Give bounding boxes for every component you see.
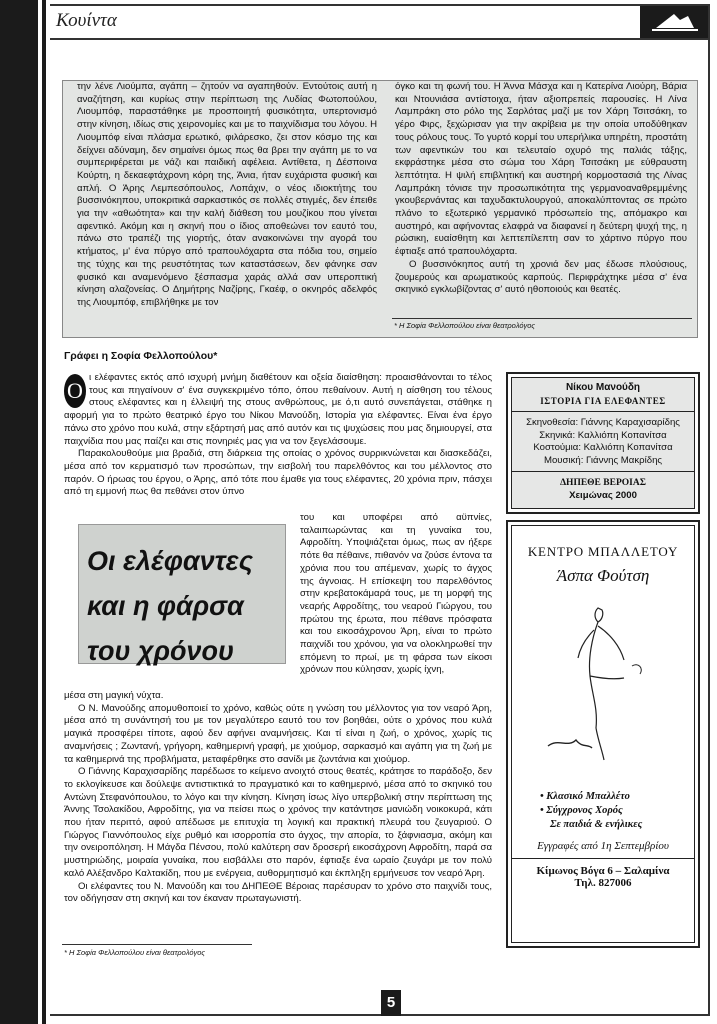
page-number: 5 [381,990,401,1016]
credits-box [506,372,700,514]
ad-phone: Τηλ. 827006 [574,877,632,889]
article-paragraph: Ο Ν. Μανούδης απομυθοποιεί το χρόνο, καθώς ούτε η γνώση του μέλλοντος για τον νεαρό Άρη, μέσα από τη συνάντησή του με τον μεγαλύτερο εαυτό του τον βοηθάει, ούτε ο χρόνος που κυλά μαγικά προσφέρει τίποτε, αφού δεν αφήνει αναμνήσεις. Και τί είναι η ζωή, ο χρόνος, χωρίς τις αναμνήσεις ; Ζωντανή, γρήγορη, καθημερινή γραφή, με χιούμορ, σαρκασμό και αγάπη για τη ζωή με τα καθημερινά της προβλήματα, μεταφέρθηκε στο σανίδι με ζωντάνια και χιούμορ. [64,702,492,765]
headline [87,525,285,674]
intro-paragraph: ι ελέφαντες εκτός από ισχυρή μνήμη διαθέτουν και οξεία διαίσθηση: προαισθάνονται το τέλος τους και πηγαίνουν σ' ένα συγκεκριμένο τόπο, όπου πεθαίνουν. Αυτή η αίσθηση του τέλους στους ελέφαντες και η έλλειψή της στους ανθρώπους, με ό,τι αυτό συνεπάγεται, στάθηκε η αφορμή για το πρώτο θεατρικό έργο του Νίκου Μανούδη, Ιστορία για ελέφαντες. Είναι ένα έργο πάνω στο χρόνο που κυλά, στην εξάρτησή μας από αυτόν και τις ψυχώσεις που μας δημιουργεί, στα παιχνίδια που μας παίζει και στις πονηριές μας για να τον ξεγελάσουμε. [64,372,492,447]
top-article-paragraph: όγκο και τη φωνή του. Η Άννα Μάσχα και η Κατερίνα Λιούρη, Βάρια και Ντουνιάσα αντίστοιχα, ήταν αξιοπρεπείς παρουσίες. Η Λίνα Λαμπράκη στο ρόλο της Σαρλότας μαζί με τον Χάρη Τσιτσάκη, το γέρο Φιρς, ξεχώρισαν για την ακρίβεια με την οποία υποδύθηκαν τους ρόλους τους. Το γυρτό κορμί του υπερήλικα υπηρέτη, προστάτη των αφεντικών του και τελευταίο οχυρό της παλιάς τάξης, εκφράστηκε μέσα στο σώμα του Χάρη Τσιτσάκη με εύθραυστη λεπτότητα. Η ψιλή επιβλητική και αυστηρή κορμοστασιά της Λίνας Λαμπράκη τόνισε την προσωπικότητα της γερμανοαναθρεμμένης γκουβερνάντας και ταχυδακτυλουργού, αποκαλύπτοντας σε πρώτο πλάνο το εξωτερικό γερμανικό πρόσωπείο της, απόμακρο και αυστηρό, και αφήνοντας ελαφρά να διαφανεί η δεύτερη ψυχή της, η ρώσικη, ευαίσθητη και λεπτεπίλεπτη σαν το χάρτινο πύργο που έφτιαξε από τραπουλόχαρτα. [395,81,687,258]
article-intro [64,372,492,499]
credits-panel [511,377,695,509]
ad-address: Κίμωνος Βόγα 6 – Σαλαμίνα [536,865,670,877]
ad-name: Άσπα Φούτση [556,566,650,585]
article-paragraph: Ο Γιάννης Καραχισαρίδης παρέδωσε το κείμενο ανοιχτό στους θεατές, κράτησε το παράδοξο, δεν το εκλογίκευσε και δούλεψε αντιστικτικά το πραγματικό και το καθημερινό, μέσα από το σκηνικό του Αντώνη Στεφανόπουλου, το λόγο και την κίνηση. Κίνηση ίσως λίγο υπερβολική στην περίπτωση της Άννης Τσολακίδου, Αφροδίτης, για να πείσει πως ο χρόνος την κατάντησε μανιώδη νοικοκυρά, κάτι που ήταν περιττό, αφού απέδωσε με επιτυχία τη λογική και πρακτική πλευρά του ζευγαριού. Ο Γιώργος Γιαννόπουλος είχε ρυθμό και ισορροπία στο άγχος, την απορία, το ξάφνιασμα, ακόμη και την ονειροπόληση. Η Μάγδα Πένσου, πολύ καλύτερη σαν δροσερή εικοσάχρονη Αφροδίτη, παρά σα μυστηριώδης, μοιραία γυναίκα, που εισβάλλει στο παρόν, έφτιαξε ένα ωραίο ζευγάρι με τον πολύ καλό Αλέξανδρο Καλτακίδη, που με ενέργεια, αυθορμητισμό και έκπληξη ερμήνευσε τον νεαρό Άρη. [64,766,492,879]
credits-author: Νίκου Μανούδη [565,382,641,393]
ad-course-list [540,790,694,832]
headline-line: και η φάρσα [87,591,244,621]
ad-enrollment: Εγγραφές από 1η Σεπτεμβρίου [537,840,669,852]
drop-cap: Ο [64,374,86,408]
footnote-rule [392,318,692,319]
credits-season: Χειμώνας 2000 [569,489,637,501]
credits-line: Σκηνοθεσία: Γιάννης Καραχισαρίδης [526,417,680,428]
top-article-right-column [395,81,687,297]
footnote-rule [62,944,252,945]
top-article-paragraph: Ο βυσσινόκηπος αυτή τη χρονιά δεν μας έδωσε πλούσιους, ζουμερούς και αρωματικούς καρπούς. Περιφράχτηκε μέσα σ' ένα σκηνικό εγκλωβίζοντας σ' αυτό ηθοποιούς και θεατές. [395,258,687,296]
article-paragraph: Οι ελέφαντες του Ν. Μανούδη και του ΔΗΠΕΘΕ Βέροιας παρέσυραν το χρόνο στο παιχνίδι τους, τον οδήγησαν στη σκηνή και τον έκαναν πρωταγωνιστή. [64,880,492,905]
article-paragraph: Παρακολουθούμε μια βραδιά, στη διάρκεια της οποίας ο χρόνος συρρικνώνεται και διασκεδάζει, μέσα από τον κερματισμό των προσώπων, την εισβολή του παρελθόντος και του μέλλοντος στο παρόν. Ο ήρωας του έργου, ο Άρης, από τότε που έμαθε για τους ελέφαντες, 20 χρόνια πριν, πάσχει από τη εμμονή πως θα πεθάνει στον ύπνο [64,448,492,498]
article-footnote: * Η Σοφία Φελλοπούλου είναι θεατρολόγος [64,948,206,957]
top-footnote: * Η Σοφία Φελλοπούλου είναι θεατρολόγος [394,321,536,330]
left-margin-rule [38,0,42,1024]
article-narrow-column [300,512,492,677]
credits-line: Μουσική: Γιάννης Μακρίδης [543,454,663,466]
ad-audience: Σε παιδιά & ενήλικες [550,819,643,830]
article-paragraph: μέσα στη μαγική νύχτα. [64,690,164,701]
top-article-box [62,80,698,338]
headline-line: Οι ελέφαντες [87,546,253,576]
header-strip [50,4,710,40]
article-paragraph: του και υποφέρει από αϋπνίες, ταλαιπωρώντας και τη γυναίκα του, Αφροδίτη. Υποψιάζεται όμως, πως αν ήξερε πότε θα πέθαινε, πιθανόν να ζούσε έντονα τα χρόνια που του απέμεναν, χωρίς το άγχος της άγνοιας. Η επίσκεψη του παρελθόντος στην κρεβατοκάμαρά τους, με τη μορφή της νεαρής Αφροδίτης, του νεαρού Γιώργου, του πρώτου της έρωτα, που πέθανε πρόσφατα και του εικοσάχρονου Άρη, είναι το πρώτο παιχνίδι του χρόνου, για να ολοκληρωθεί την επόμενη το πρωί, με τη φάρσα των είκοσι χρόνων που κύλησαν, χωρίς ίχνη, [300,512,492,676]
top-article-paragraph: την λένε Λιούμπα, αγάπη – ζητούν να αγαπηθούν. Εντούτοις αυτή η αναζήτηση, και κυρίως στην περίπτωση της Λυδίας Φωτοπούλου, Λιουμπόφ, παραστάθηκε με προσποιητή φυσικότητα, υπερτονισμό στην κίνηση, ιδίως στις χειρονομίες και με το παιχνίδισμα του λόγου. Η Λιουμπόφ είναι πλάσμα ερωτικό, φιλάρεσκο, ζει στον κόσμο της και δείχνει αδύναμη, δεν σημαίνει όμως πως θα βρει την αγάπη με το να συμπεριφέρεται με νάζι και παιδική αφέλεια. Αντίθετα, η Δέσποινα Κούρτη, η δεκαεφτάχρονη κόρη της, Άνια, ήταν ευχάριστα φυσική και απλή. Ο Άρης Λεμπεσόπουλος, Λοπάχιν, ο νέος ιδιοκτήτης του βυσσινόκηπου, υποκριτικά σαρκαστικός σε πολλές στιγμές, δεν έπειθε για την «αθωότητα» και την καλή διάθεση του μουζίκου που γίνεται αφεντικό. Ακόμη και η σκηνή που ο ίδιος αποθεώνει τον εαυτό του, πάνω στο τραπέζι της γιορτής, όταν ανακοινώνει την αγορά του κτήματος, μ' ένα πύργο από τραπουλόχαρτα στα πόδια του, σημείο της τύχης και της ρευστότητας των καταστάσεων, δεν φάνηκε σαν φυσικό και αναμενόμενο ξέσπασμα χαράς αλλά σαν υπεροπτική κίνηση αλαζονείας. Ο Δημήτρης Ναζίρης, Γκαέφ, ο οκνηρός αδελφός της Λιουμπόφ, επιβλήθηκε με τον [77,81,377,308]
ad-course-item: • Σύγχρονος Χορός [540,805,623,816]
credits-divider [512,411,694,412]
ad-course-item: • Κλασικό Μπαλλέτο [540,791,630,802]
ad-divider [512,858,694,859]
article-body [64,690,492,906]
credits-divider [512,471,694,472]
emblem-icon [640,6,708,38]
headline-box [78,524,286,664]
ad-title: ΚΕΝΤΡΟ ΜΠΑΛΛΕΤΟΥ [527,544,679,559]
top-article-left-column [77,81,377,310]
credits-line: Κοστούμια: Καλλιόπη Κοπανίτσα [533,442,673,453]
credits-line: Σκηνικά: Καλλιόπη Κοπανίτσα [539,429,667,441]
headline-line: του χρόνου [87,636,234,666]
credits-title: ΙΣΤΟΡΙΑ ΓΙΑ ΕΛΕΦΑΝΤΕΣ [540,395,666,406]
magazine-logo: Κουίντα [56,10,117,31]
ballerina-drawing-icon [528,598,678,768]
credits-organization: ΔΗΠΕΘΕ ΒΕΡΟΙΑΣ [560,478,646,488]
byline: Γράφει η Σοφία Φελλοπούλου* [64,350,218,362]
ballet-ad-panel [511,525,695,943]
ballet-ad [506,520,700,948]
